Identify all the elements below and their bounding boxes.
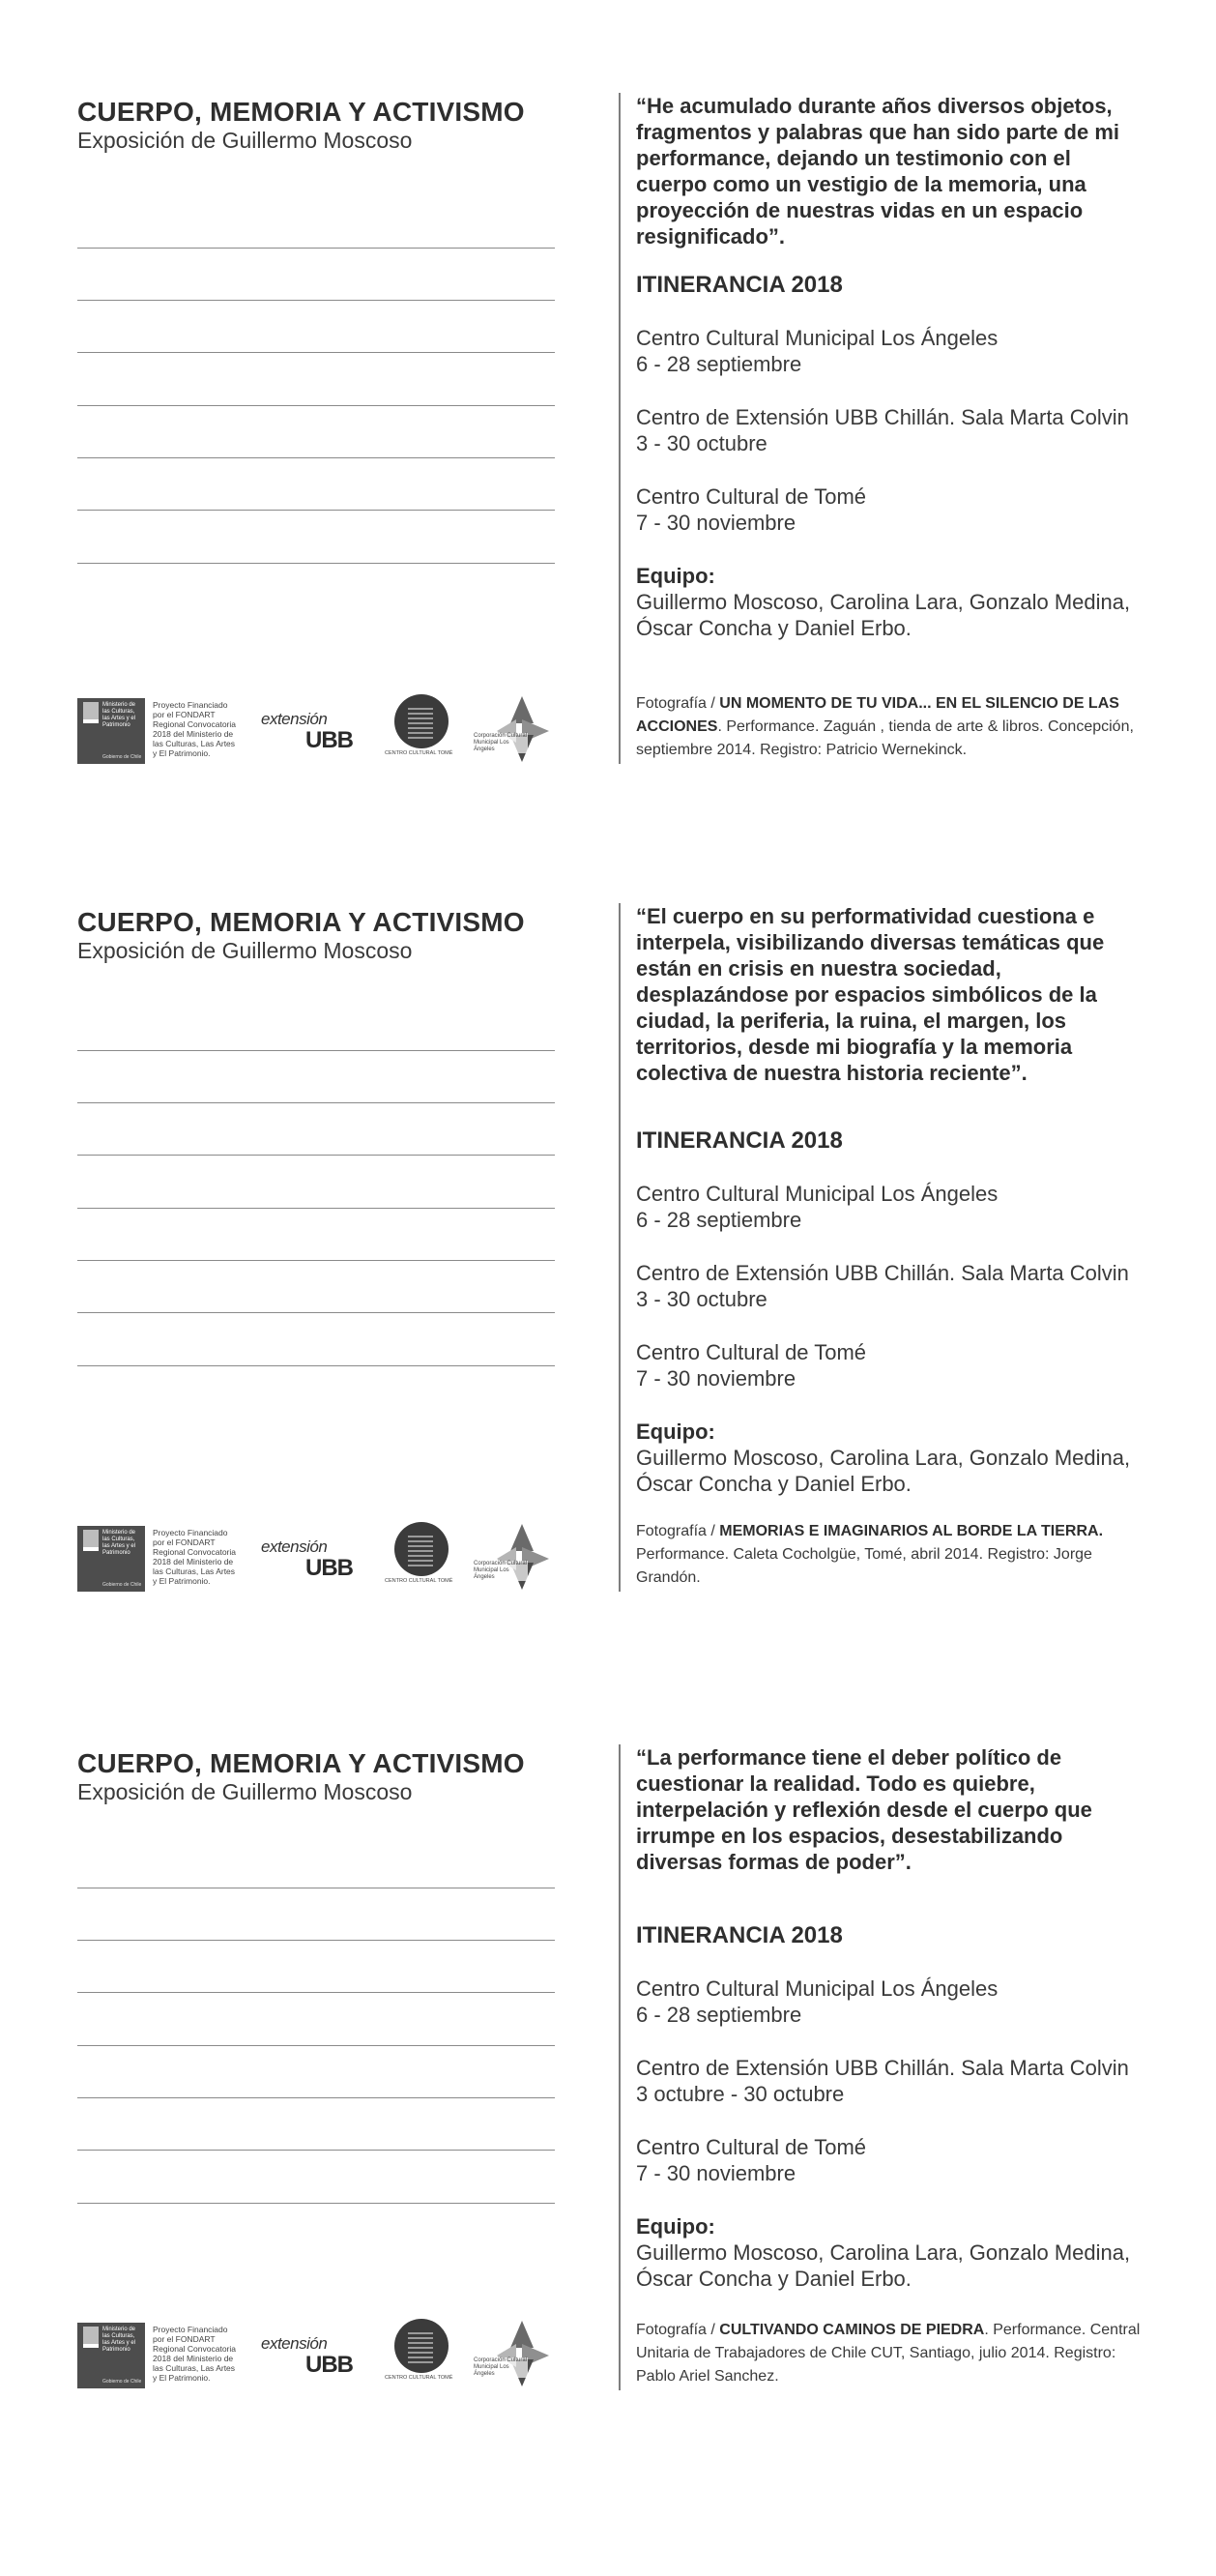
team-line: Guillermo Moscoso, Carolina Lara, Gonzalo Medina, <box>636 590 1131 614</box>
team-block <box>636 1419 1130 1497</box>
artist-quote: “El cuerpo en su performatividad cuestiona e interpela, visibilizando diversas temáticas que están en crisis en nuestra sociedad, desplazándose por espacios simbólicos de la ciudad, la periferia, la ruina, el margen, los territorios, desde mi biografía y la memoria colectiva de nuestra historia reciente”. <box>636 904 1105 1085</box>
venue-name: Centro Cultural Municipal Los Ángeles <box>636 1182 999 1206</box>
sponsor-logos <box>77 2315 570 2392</box>
fondart-text: Proyecto Financiado por el FONDART Regional Convocatoria 2018 del Ministerio de las Culturas, Las Artes y El Patrimonio. <box>153 700 236 758</box>
team-line: Óscar Concha y Daniel Erbo. <box>636 2267 912 2291</box>
photo-caption: Fotografía / MEMORIAS E IMAGINARIOS AL BORDE LA TIERRA. Performance. Caleta Cocholgüe, Tomé, abril 2014. Registro: Jorge Grandón. <box>636 1523 1104 1586</box>
sponsor-logos <box>77 1518 570 1595</box>
venue-name: Centro de Extensión UBB Chillán. Sala Marta Colvin <box>636 2056 1129 2080</box>
ubb-extension-logo: extensión UBB <box>261 1537 353 1581</box>
exhibition-title: CUERPO, MEMORIA Y ACTIVISMO <box>77 1748 525 1778</box>
itinerancia-heading: ITINERANCIA 2018 <box>636 272 843 298</box>
write-line <box>77 2150 555 2151</box>
vertical-divider <box>619 93 621 764</box>
venue-name: Centro de Extensión UBB Chillán. Sala Marta Colvin <box>636 1261 1129 1285</box>
venue-dates: 6 - 28 septiembre <box>636 2003 802 2027</box>
venue-name: Centro de Extensión UBB Chillán. Sala Marta Colvin <box>636 405 1129 429</box>
flyer-card-3 <box>0 1744 1216 2576</box>
write-line <box>77 248 555 249</box>
shield-icon <box>83 1530 99 1547</box>
exhibition-subtitle: Exposición de Guillermo Moscoso <box>77 128 413 153</box>
photo-caption: Fotografía / CULTIVANDO CAMINOS DE PIEDRA. Performance. Central Unitaria de Trabajadores de Chile CUT, Santiago, julio 2014. Registro: Pablo Ariel Sanchez. <box>636 2322 1141 2385</box>
venue-name: Centro Cultural de Tomé <box>636 1340 867 1364</box>
fondart-text: Proyecto Financiado por el FONDART Regional Convocatoria 2018 del Ministerio de las Culturas, Las Artes y El Patrimonio. <box>153 2325 236 2383</box>
centro-cultural-tome-text: CENTRO CULTURAL TOMÉ <box>385 2375 453 2381</box>
write-line <box>77 1155 555 1156</box>
write-line <box>77 2097 555 2098</box>
write-line <box>77 1260 555 1261</box>
ubb-extension-logo: extensión UBB <box>261 2334 353 2378</box>
ministerio-logo: Ministerio de las Culturas, las Artes y el Patrimonio Gobierno de Chile <box>77 698 145 764</box>
team-heading: Equipo: <box>636 564 715 588</box>
team-line: Guillermo Moscoso, Carolina Lara, Gonzalo Medina, <box>636 2240 1131 2265</box>
team-line: Óscar Concha y Daniel Erbo. <box>636 1472 912 1496</box>
itinerancia-heading: ITINERANCIA 2018 <box>636 1127 843 1154</box>
write-line <box>77 405 555 406</box>
write-line <box>77 1312 555 1313</box>
venue-dates: 7 - 30 noviembre <box>636 1366 796 1390</box>
write-line <box>77 563 555 564</box>
pinwheel-icon <box>483 696 551 764</box>
venue-item <box>636 1260 1129 1312</box>
ubb-extension-logo: extensión UBB <box>261 710 353 753</box>
team-heading: Equipo: <box>636 1420 715 1444</box>
write-line <box>77 1365 555 1366</box>
team-line: Guillermo Moscoso, Carolina Lara, Gonzalo Medina, <box>636 1446 1131 1470</box>
venue-item <box>636 325 998 377</box>
artist-quote: “He acumulado durante años diversos objetos, fragmentos y palabras que han sido parte de mi performance, dejando un testimonio con el cuerpo como un vestigio de la memoria, una proyección de nuestras vidas en un espacio resignificado”. <box>636 94 1120 249</box>
flyer-card-1 <box>0 93 1216 924</box>
vertical-divider <box>619 903 621 1592</box>
team-line: Óscar Concha y Daniel Erbo. <box>636 616 912 640</box>
ministerio-logo: Ministerio de las Culturas, las Artes y el Patrimonio Gobierno de Chile <box>77 1526 145 1592</box>
write-line <box>77 1208 555 1209</box>
venue-dates: 3 - 30 octubre <box>636 431 767 455</box>
venue-dates: 6 - 28 septiembre <box>636 352 802 376</box>
pinwheel-icon <box>483 1524 551 1592</box>
team-heading: Equipo: <box>636 2214 715 2239</box>
ministerio-logo: Ministerio de las Culturas, las Artes y el Patrimonio Gobierno de Chile <box>77 2323 145 2388</box>
centro-cultural-tome-text: CENTRO CULTURAL TOMÉ <box>385 750 453 756</box>
shield-icon <box>83 702 99 719</box>
write-line <box>77 1992 555 1993</box>
venue-item <box>636 404 1129 456</box>
write-line <box>77 510 555 511</box>
write-line <box>77 2203 555 2204</box>
venue-dates: 7 - 30 noviembre <box>636 2161 796 2185</box>
write-line <box>77 1050 555 1051</box>
exhibition-title: CUERPO, MEMORIA Y ACTIVISMO <box>77 907 525 937</box>
exhibition-subtitle: Exposición de Guillermo Moscoso <box>77 938 413 963</box>
photo-caption: Fotografía / UN MOMENTO DE TU VIDA... EN EL SILENCIO DE LAS ACCIONES. Performance. Zaguán , tienda de arte & libros. Concepción, septiembre 2014. Registro: Patricio Wernekinck. <box>636 695 1134 758</box>
venue-dates: 6 - 28 septiembre <box>636 1208 802 1232</box>
write-line <box>77 1940 555 1941</box>
venue-item <box>636 1976 998 2028</box>
write-line <box>77 2045 555 2046</box>
team-block <box>636 2213 1130 2292</box>
venue-item <box>636 1181 998 1233</box>
centro-cultural-tome-text: CENTRO CULTURAL TOMÉ <box>385 1578 453 1584</box>
write-line <box>77 352 555 353</box>
write-line <box>77 457 555 458</box>
flyer-card-2 <box>0 903 1216 1735</box>
venue-dates: 3 - 30 octubre <box>636 1287 767 1311</box>
pinwheel-icon <box>483 2321 551 2388</box>
itinerancia-heading: ITINERANCIA 2018 <box>636 1922 843 1948</box>
exhibition-title: CUERPO, MEMORIA Y ACTIVISMO <box>77 97 525 127</box>
venue-item <box>636 2055 1129 2107</box>
fondart-text: Proyecto Financiado por el FONDART Regional Convocatoria 2018 del Ministerio de las Culturas, Las Artes y El Patrimonio. <box>153 1528 236 1586</box>
venue-name: Centro Cultural de Tomé <box>636 2135 867 2159</box>
exhibition-subtitle: Exposición de Guillermo Moscoso <box>77 1779 413 1804</box>
sponsor-logos <box>77 690 570 768</box>
corporacion-text: Corporación Cultural Municipal Los Ángeles <box>474 2357 528 2377</box>
venue-item <box>636 2134 866 2186</box>
venue-dates: 3 octubre - 30 octubre <box>636 2082 845 2106</box>
venue-name: Centro Cultural de Tomé <box>636 484 867 509</box>
artist-quote: “La performance tiene el deber político de cuestionar la realidad. Todo es quiebre, interpelación y reflexión desde el cuerpo que irrumpe en los espacios, desestabilizando diversas formas de poder”. <box>636 1745 1092 1874</box>
write-line <box>77 300 555 301</box>
centro-cultural-tome-logo <box>394 694 449 748</box>
corporacion-text: Corporación Cultural Municipal Los Ángeles <box>474 1561 528 1580</box>
shield-icon <box>83 2327 99 2344</box>
venue-name: Centro Cultural Municipal Los Ángeles <box>636 326 999 350</box>
venue-item <box>636 483 866 536</box>
venue-name: Centro Cultural Municipal Los Ángeles <box>636 1976 999 2001</box>
venue-item <box>636 1339 866 1391</box>
write-line <box>77 1102 555 1103</box>
centro-cultural-tome-logo <box>394 2319 449 2373</box>
venue-dates: 7 - 30 noviembre <box>636 511 796 535</box>
vertical-divider <box>619 1744 621 2390</box>
centro-cultural-tome-logo <box>394 1522 449 1576</box>
corporacion-text: Corporación Cultural Municipal Los Ángeles <box>474 733 528 752</box>
team-block <box>636 563 1130 641</box>
